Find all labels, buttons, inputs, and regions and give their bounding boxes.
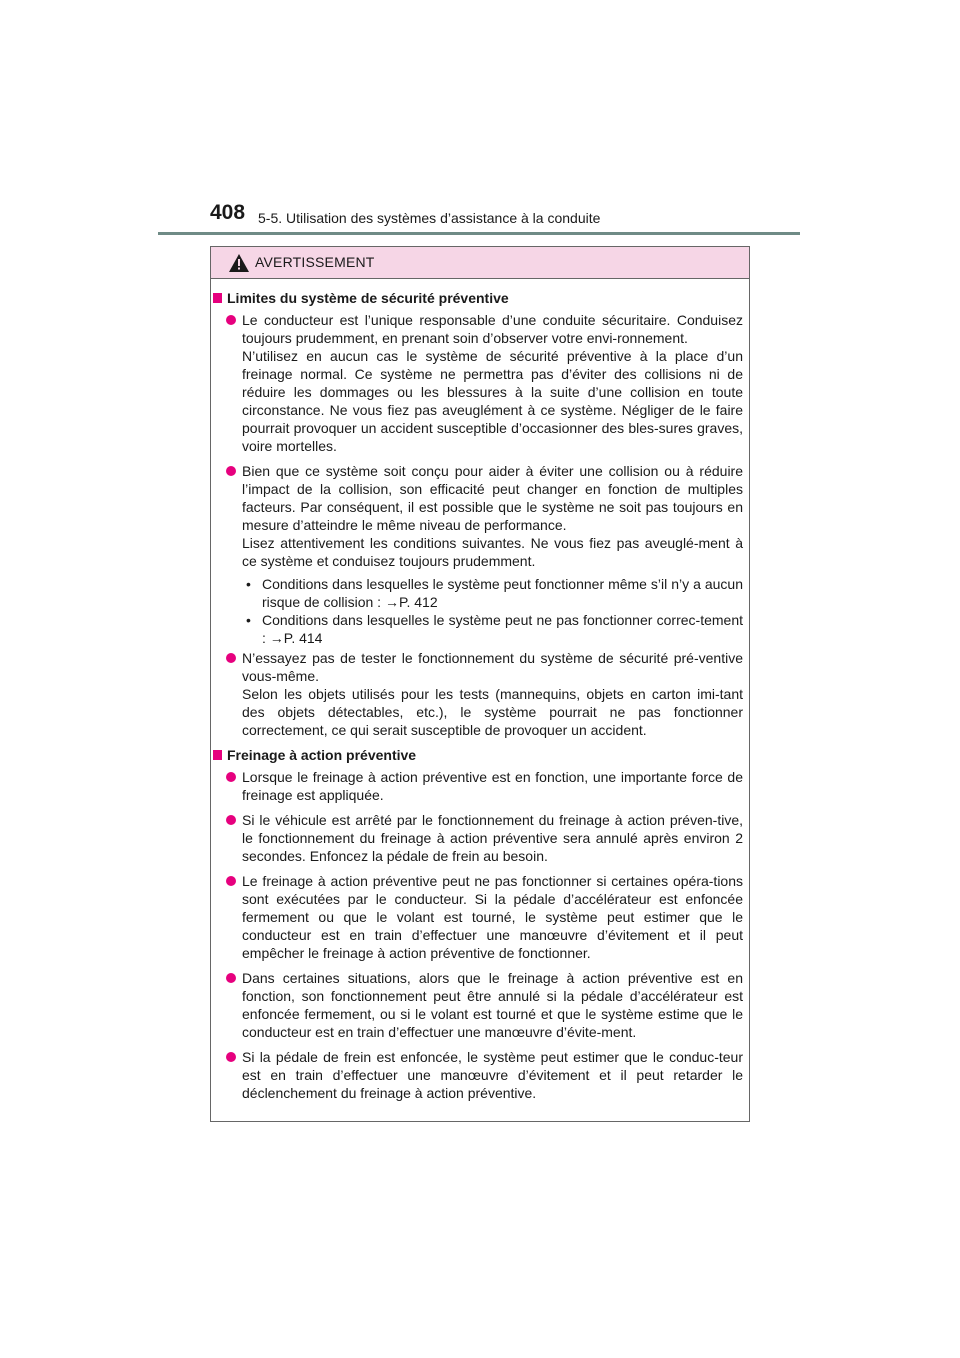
round-bullet-icon	[226, 973, 236, 983]
round-bullet-icon	[226, 315, 236, 325]
bullet-item	[211, 649, 751, 739]
header-rule	[158, 232, 800, 235]
section-heading	[211, 746, 751, 764]
round-bullet-icon	[226, 466, 236, 476]
section-heading-text: Limites du système de sécurité préventive	[227, 290, 509, 306]
bullet-item	[211, 872, 751, 962]
bullet-item	[211, 969, 751, 1041]
sub-item	[211, 575, 751, 611]
sub-item-text: Conditions dans lesquelles le système peut ne pas fonctionner correc-tement : →P. 414	[262, 612, 743, 646]
sub-item	[211, 611, 751, 647]
bullet-item	[211, 462, 751, 570]
bullet-paragraph: Lorsque le freinage à action préventive est en fonction, une importante force de freinage est appliquée.	[242, 769, 743, 803]
square-bullet-icon	[213, 750, 222, 760]
bullet-paragraph: Si le véhicule est arrêté par le fonctionnement du freinage à action préven-tive, le fonctionnement du freinage à action préventive sera annulé après environ 2 secondes. Enfoncez la pédale de frein au besoin.	[242, 812, 743, 864]
bullet-paragraph: Selon les objets utilisés pour les tests (mannequins, objets en carton imi-tant des objets détectables, etc.), le système pourrait ne pas fonctionner correctement, ce qui serait susceptible de provoquer un accident.	[242, 686, 743, 738]
sub-bullet-mark: •	[246, 576, 251, 592]
warning-label: AVERTISSEMENT	[255, 254, 375, 270]
bullet-paragraph: N’essayez pas de tester le fonctionnement du système de sécurité pré-ventive vous-même.	[242, 650, 743, 684]
round-bullet-icon	[226, 653, 236, 663]
warning-header	[211, 247, 749, 279]
section-title: 5-5. Utilisation des systèmes d’assistance à la conduite	[258, 210, 601, 226]
bullet-paragraph: Le conducteur est l’unique responsable d’une conduite sécuritaire. Conduisez toujours prudemment, en prenant soin d’observer votre envi-ronnement.	[242, 312, 743, 346]
bullet-paragraph: Si la pédale de frein est enfoncée, le système peut estimer que le conduc-teur est en train d’effectuer une manœuvre d’évitement et il peut retarder le déclenchement du freinage à action préventive.	[242, 1049, 743, 1101]
round-bullet-icon	[226, 772, 236, 782]
bullet-item	[211, 1048, 751, 1102]
section-heading-text: Freinage à action préventive	[227, 747, 417, 763]
bullet-item	[211, 768, 751, 804]
sub-item-text: Conditions dans lesquelles le système peut fonctionner même s’il n’y a aucun risque de collision : →P. 412	[262, 576, 743, 610]
round-bullet-icon	[226, 876, 236, 886]
sub-bullet-mark: •	[246, 612, 251, 628]
bullet-item	[211, 311, 751, 455]
bullet-paragraph: N’utilisez en aucun cas le système de sécurité préventive à la place d’un freinage normal. Ce système ne permettra pas d’éviter des collisions ni de réduire les dommages ou les blessures à la suite d’une collision en toute circonstance. Ne vous fiez pas aveuglément à ce système. Négliger de le faire pourrait provoquer un accident susceptible d’occasionner des bles-sures graves, voire mortelles.	[242, 348, 743, 454]
warning-box	[210, 246, 750, 1122]
page-number: 408	[210, 201, 246, 224]
bullet-paragraph: Lisez attentivement les conditions suivantes. Ne vous fiez pas aveuglé-ment à ce système et conduisez toujours prudemment.	[242, 535, 743, 569]
bullet-paragraph: Bien que ce système soit conçu pour aider à éviter une collision ou à réduire l’impact de la collision, son efficacité peut changer en fonction de multiples facteurs. Par conséquent, il est possible que le système ne soit pas toujours en mesure d’atteindre le même niveau de performance.	[242, 463, 743, 533]
bullet-paragraph: Dans certaines situations, alors que le freinage à action préventive est en fonction, son fonctionnement peut être annulé si la pédale d’accélérateur est enfoncée fermement, ou si le volant est tourné et que le système estime que le conducteur est en train d’effectuer une manœuvre d’évite-ment.	[242, 970, 743, 1040]
warning-triangle-icon	[228, 253, 250, 273]
bullet-paragraph: Le freinage à action préventive peut ne pas fonctionner si certaines opéra-tions sont exécutées par le conducteur. Si la pédale d’accélérateur est enfoncée fermement ou que le volant est tourné, le système peut estimer que le conducteur est en train d’effectuer une manœuvre d’évitement et il peut empêcher le freinage à action préventive de fonctionner.	[242, 873, 743, 961]
round-bullet-icon	[226, 815, 236, 825]
warning-content	[211, 289, 751, 1109]
round-bullet-icon	[226, 1052, 236, 1062]
bullet-item	[211, 811, 751, 865]
square-bullet-icon	[213, 293, 222, 303]
section-heading	[211, 289, 751, 307]
